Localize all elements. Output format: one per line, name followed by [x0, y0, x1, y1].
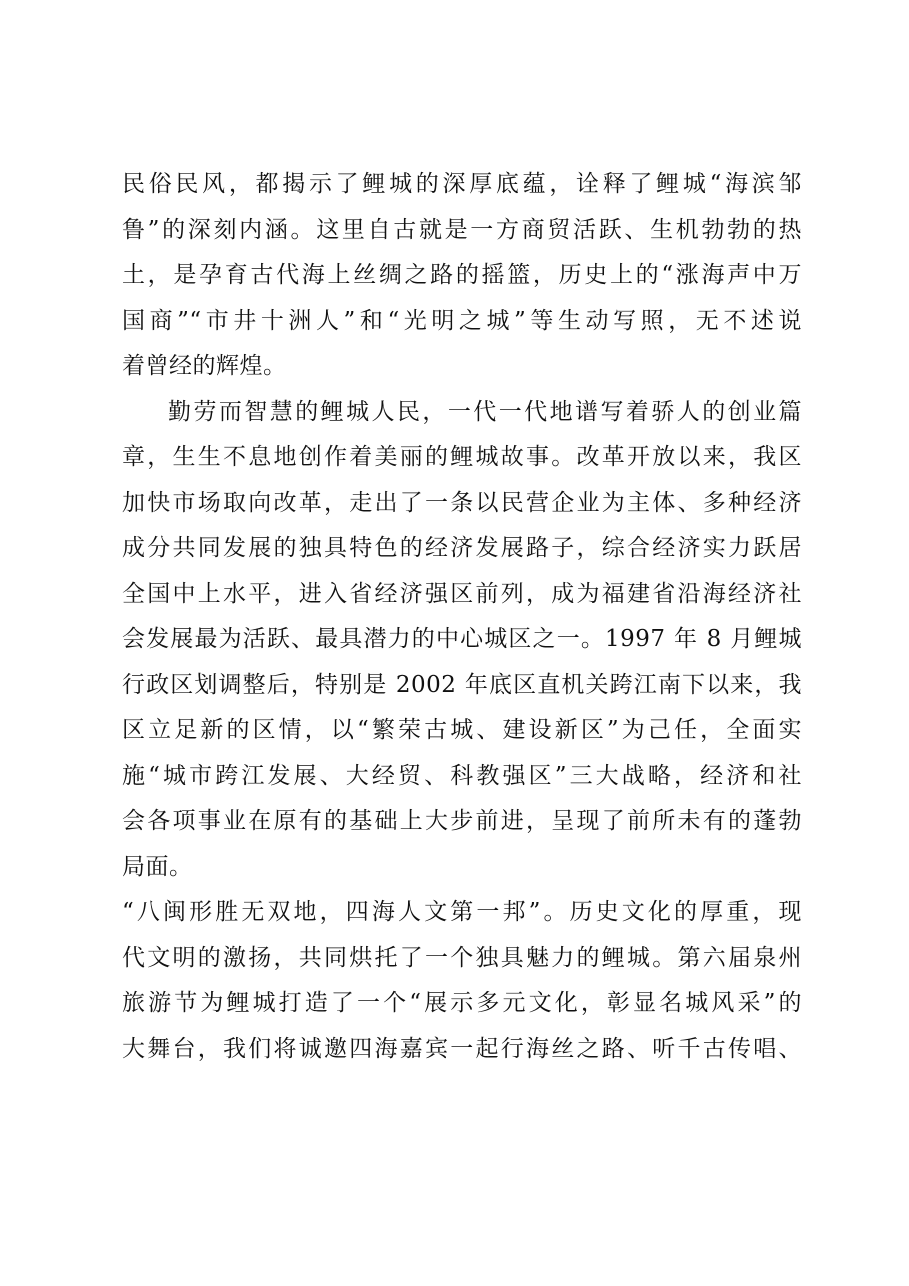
text-line: 全国中上水平，进入省经济强区前列，成为福建省沿海经济社: [122, 580, 802, 607]
text-line: 代文明的激扬，共同烘托了一个独具魅力的鲤城。第六届泉州: [122, 944, 802, 971]
text-line: 大舞台，我们将诚邀四海嘉宾一起行海丝之路、听千古传唱、: [122, 1035, 802, 1062]
text-line: “八闽形胜无双地，四海人文第一邦”。历史文化的厚重，现: [122, 899, 802, 925]
text-line: 旅游节为鲤城打造了一个“展示多元文化，彰显名城风采”的: [122, 990, 802, 1016]
text-line: 国商”“市井十洲人”和“光明之城”等生动写照，无不述说: [122, 307, 802, 334]
text-line: 着曾经的辉煌。: [122, 353, 287, 379]
text-line: 会各项事业在原有的基础上大步前进，呈现了前所未有的蓬勃: [122, 808, 802, 834]
text-line: 土，是孕育古代海上丝绸之路的摇篮，历史上的“涨海声中万: [122, 262, 802, 288]
text-line: 局面。: [122, 853, 193, 880]
body-text: [122, 162, 802, 1072]
text-line: 成分共同发展的独具特色的经济发展路子，综合经济实力跃居: [122, 535, 802, 561]
text-line: 章，生生不息地创作着美丽的鲤城故事。改革开放以来，我区: [122, 444, 802, 470]
text-line: 鲁”的深刻内涵。这里自古就是一方商贸活跃、生机勃勃的热: [122, 216, 802, 243]
text-line: 会发展最为活跃、最具潜力的中心城区之一。1997 年 8 月鲤城: [122, 626, 802, 652]
text-line: 民俗民风，都揭示了鲤城的深厚底蕴，诠释了鲤城“海滨邹: [122, 171, 802, 197]
text-line: 行政区划调整后，特别是 2002 年底区直机关跨江南下以来，我: [122, 671, 802, 698]
text-line: 加快市场取向改革，走出了一条以民营企业为主体、多种经济: [122, 489, 802, 516]
text-line: 区立足新的区情，以“繁荣古城、建设新区”为己任，全面实: [122, 717, 802, 743]
text-line: 施“城市跨江发展、大经贸、科教强区”三大战略，经济和社: [122, 762, 802, 789]
text-line: 勤劳而智慧的鲤城人民，一代一代地谱写着骄人的创业篇: [168, 398, 802, 425]
